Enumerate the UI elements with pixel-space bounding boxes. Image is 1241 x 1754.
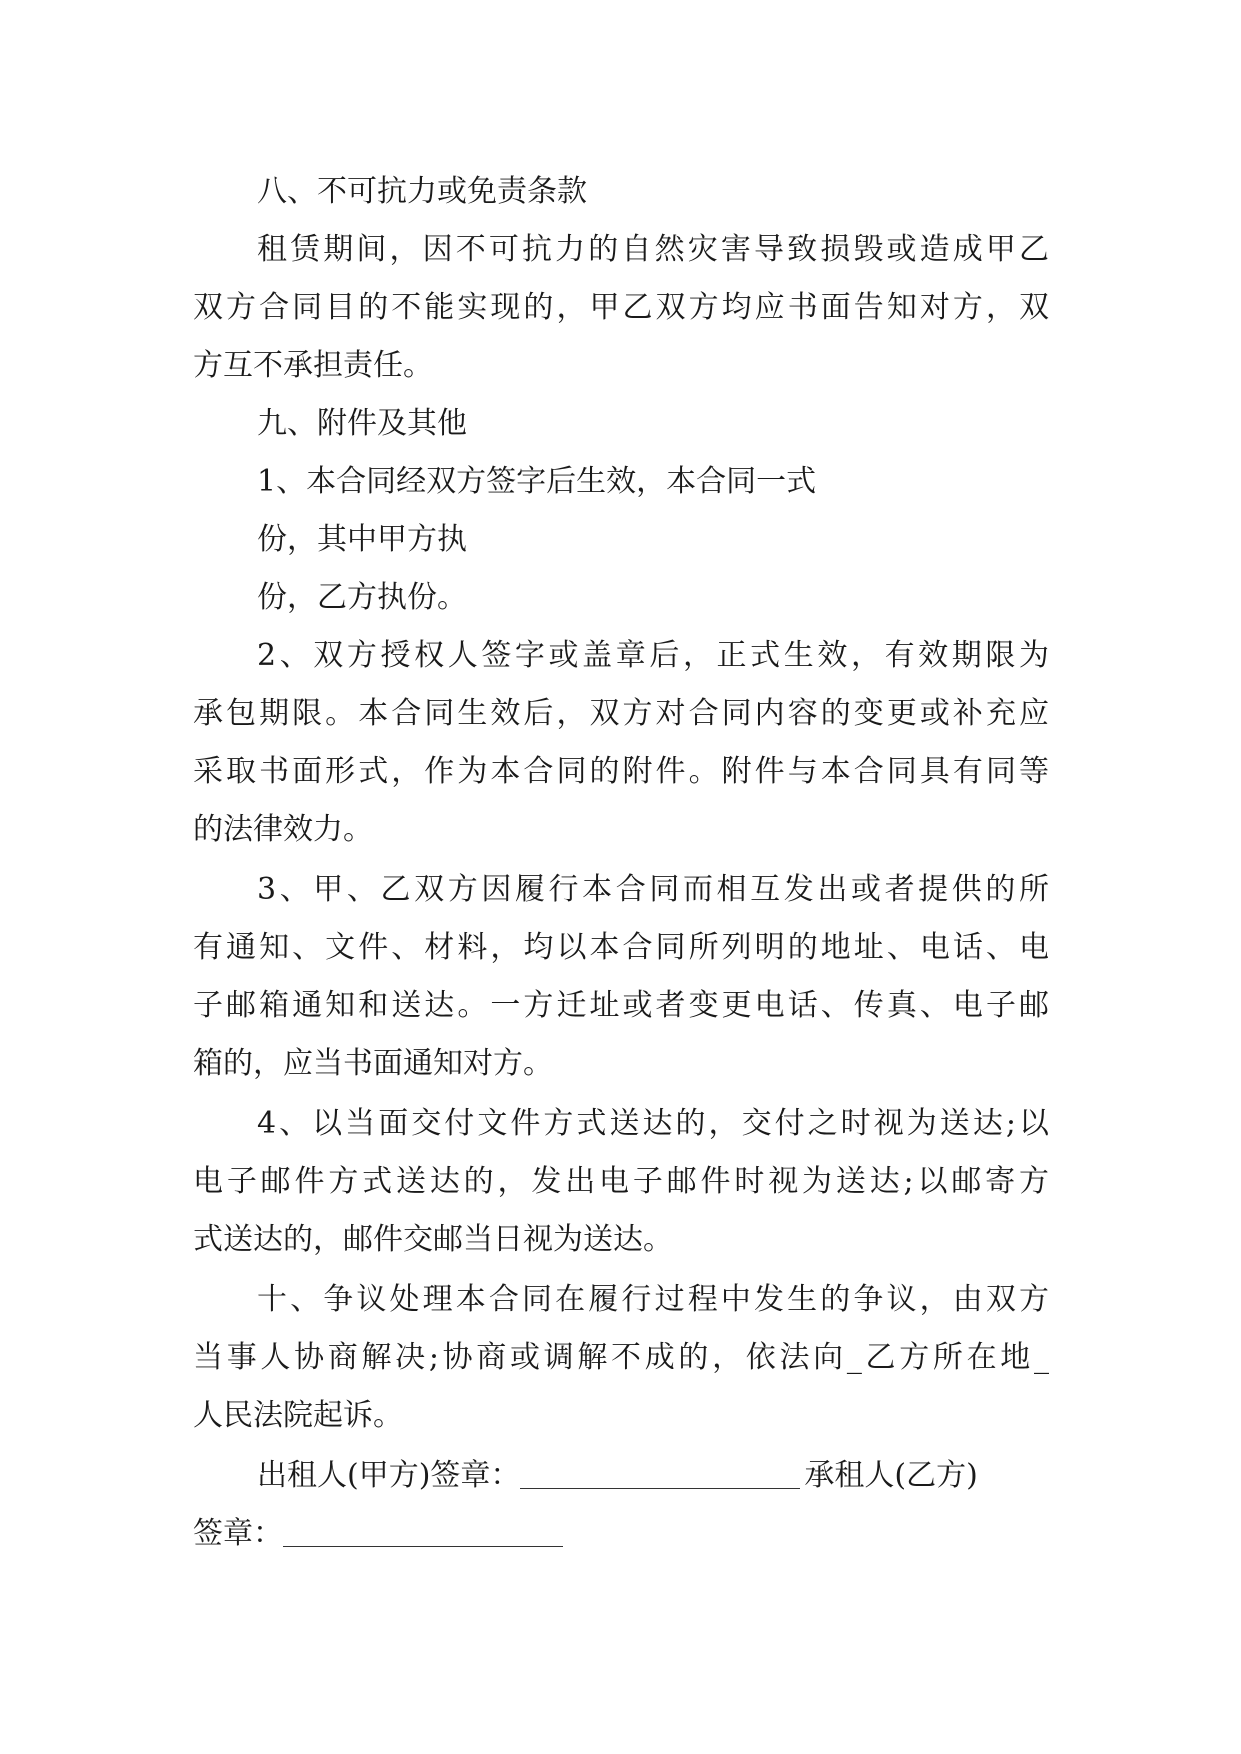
section-10-line-2: 当事人协商解决;协商或调解不成的，依法向_乙方所在地_ <box>193 1340 1049 1375</box>
lessee-signature-label-cont: 签章： <box>193 1516 283 1551</box>
section-9-item-3-line-3: 子邮箱通知和送达。一方迁址或者变更电话、传真、电子邮 <box>193 988 1049 1023</box>
signature-row-2 <box>193 1505 1049 1563</box>
section-8-line-3: 方互不承担责任。 <box>193 348 433 383</box>
section-9-item-3-line-1: 3、甲、乙双方因履行本合同而相互发出或者提供的所 <box>257 872 1049 907</box>
section-9-item-2-line-4: 的法律效力。 <box>193 812 373 847</box>
section-9-item-2-line-3: 采取书面形式，作为本合同的附件。附件与本合同具有同等 <box>193 754 1049 789</box>
section-9-item-1-line-1: 1、本合同经双方签字后生效，本合同一式 <box>257 464 817 499</box>
lessor-signature-field[interactable] <box>520 1456 800 1489</box>
document-page <box>193 163 1049 1563</box>
section-9-item-4-line-1: 4、以当面交付文件方式送达的，交付之时视为送达;以 <box>257 1106 1049 1141</box>
section-9-item-3-line-4: 箱的，应当书面通知对方。 <box>193 1046 553 1081</box>
section-9-item-4-line-2: 电子邮件方式送达的，发出电子邮件时视为送达;以邮寄方 <box>193 1164 1049 1199</box>
signature-row-1 <box>193 1447 1049 1505</box>
section-9-item-2-line-2: 承包期限。本合同生效后，双方对合同内容的变更或补充应 <box>193 696 1049 731</box>
section-9-item-2-line-1: 2、双方授权人签字或盖章后，正式生效，有效期限为 <box>257 638 1049 673</box>
lessee-signature-label: 承租人(乙方) <box>804 1458 978 1493</box>
lessee-signature-field[interactable] <box>283 1514 563 1547</box>
section-9-item-1-line-2: 份，其中甲方执 <box>257 522 467 557</box>
section-8-heading: 八、不可抗力或免责条款 <box>257 174 587 209</box>
section-9-item-4-line-3: 式送达的，邮件交邮当日视为送达。 <box>193 1222 673 1257</box>
section-8-line-1: 租赁期间，因不可抗力的自然灾害导致损毁或造成甲乙 <box>257 232 1049 267</box>
section-9-item-3-line-2: 有通知、文件、材料，均以本合同所列明的地址、电话、电 <box>193 930 1049 965</box>
section-8-line-2: 双方合同目的不能实现的，甲乙双方均应书面告知对方，双 <box>193 290 1049 325</box>
section-9-item-1-line-3: 份，乙方执份。 <box>257 580 467 615</box>
lessor-signature-label: 出租人(甲方)签章： <box>257 1458 521 1493</box>
section-9-heading: 九、附件及其他 <box>257 406 467 441</box>
section-10-line-3: 人民法院起诉。 <box>193 1398 403 1433</box>
section-10-line-1: 十、争议处理本合同在履行过程中发生的争议，由双方 <box>257 1282 1049 1317</box>
